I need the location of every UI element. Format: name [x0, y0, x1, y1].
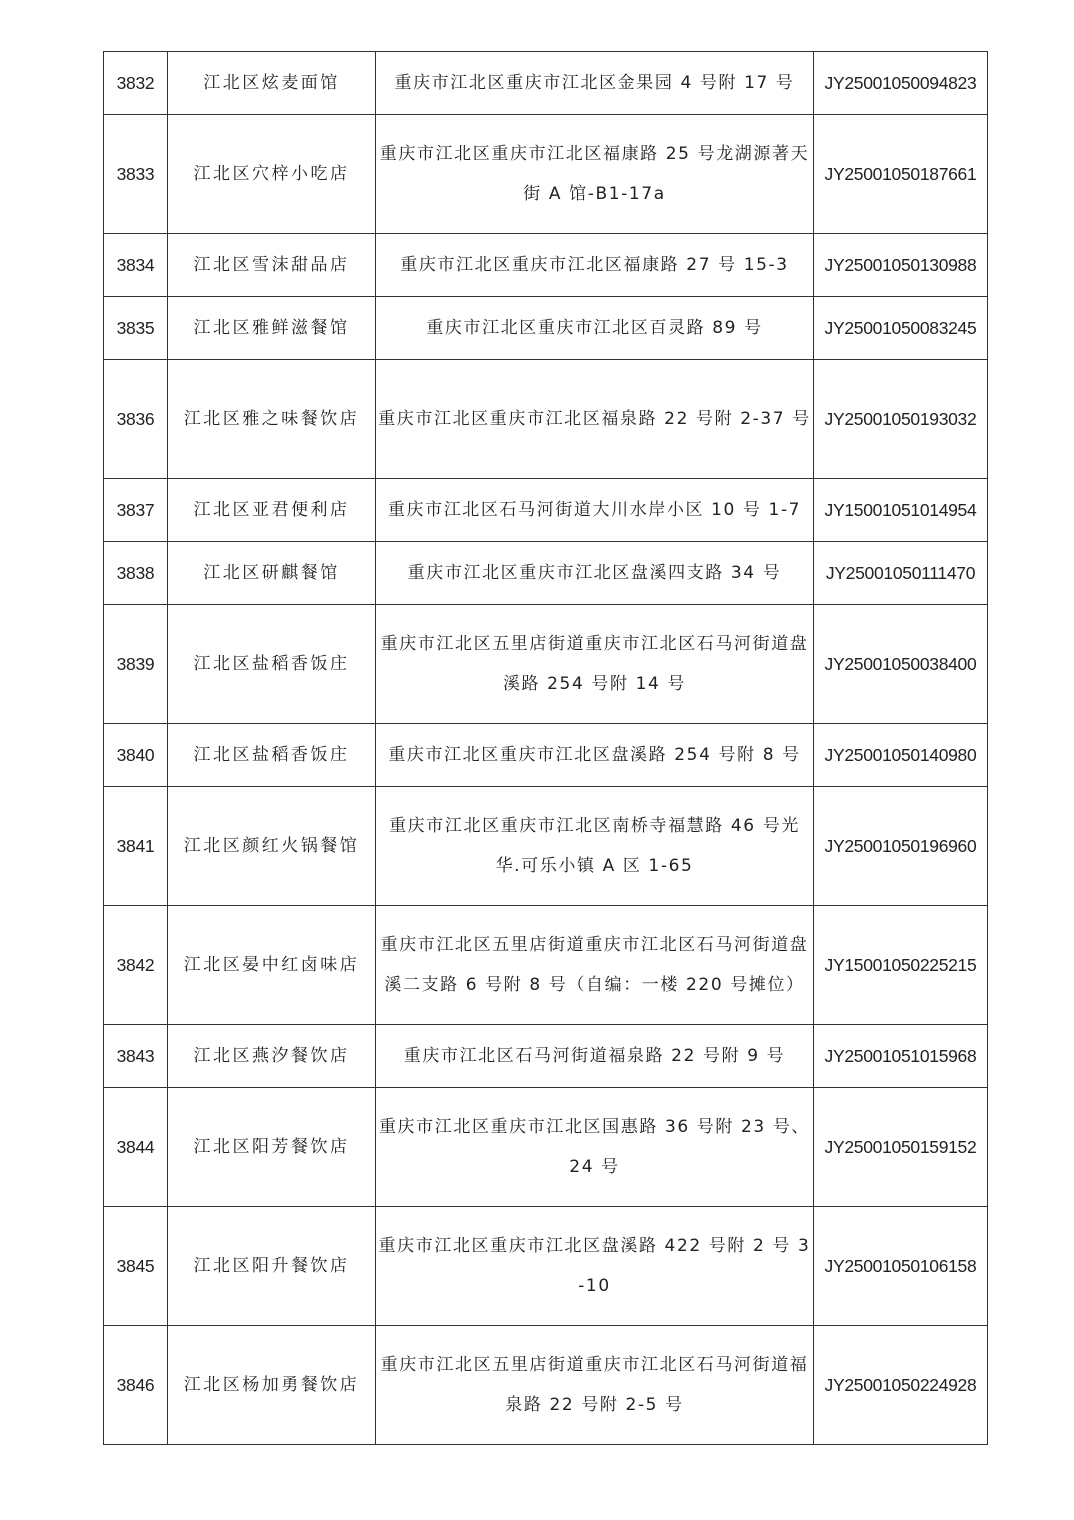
table-row: [104, 906, 988, 1025]
business-address: 重庆市江北区重庆市江北区福泉路 22 号附 2-37 号: [376, 360, 814, 479]
business-address: 重庆市江北区重庆市江北区国惠路 36 号附 23 号、24 号: [376, 1088, 814, 1207]
business-name: 江北区雅之味餐饮店: [168, 360, 376, 479]
license-number: JY25001050111470: [814, 542, 988, 605]
license-number: JY25001050193032: [814, 360, 988, 479]
license-number: JY25001050130988: [814, 234, 988, 297]
license-number: JY25001050038400: [814, 605, 988, 724]
business-address: 重庆市江北区重庆市江北区盘溪路 254 号附 8 号: [376, 724, 814, 787]
table-row: [104, 787, 988, 906]
table-row: [104, 297, 988, 360]
business-address: 重庆市江北区重庆市江北区金果园 4 号附 17 号: [376, 52, 814, 115]
row-number: 3839: [104, 605, 168, 724]
table-row: [104, 1025, 988, 1088]
business-name: 江北区阳升餐饮店: [168, 1207, 376, 1326]
row-number: 3834: [104, 234, 168, 297]
business-address: 重庆市江北区重庆市江北区盘溪路 422 号附 2 号 3-10: [376, 1207, 814, 1326]
business-address: 重庆市江北区石马河街道福泉路 22 号附 9 号: [376, 1025, 814, 1088]
table-row: [104, 1207, 988, 1326]
license-number: JY25001050083245: [814, 297, 988, 360]
business-license-table: [103, 51, 988, 1445]
business-address: 重庆市江北区重庆市江北区福康路 25 号龙湖源著天街 A 馆-B1-17a: [376, 115, 814, 234]
row-number: 3842: [104, 906, 168, 1025]
row-number: 3832: [104, 52, 168, 115]
table-row: [104, 234, 988, 297]
row-number: 3836: [104, 360, 168, 479]
business-address: 重庆市江北区五里店街道重庆市江北区石马河街道盘溪二支路 6 号附 8 号（自编：一楼 220 号摊位）: [376, 906, 814, 1025]
table-row: [104, 605, 988, 724]
business-name: 江北区盐稻香饭庄: [168, 605, 376, 724]
row-number: 3833: [104, 115, 168, 234]
license-number: JY25001050094823: [814, 52, 988, 115]
business-address: 重庆市江北区重庆市江北区南桥寺福慧路 46 号光华.可乐小镇 A 区 1-65: [376, 787, 814, 906]
license-number: JY15001050225215: [814, 906, 988, 1025]
table-row: [104, 724, 988, 787]
row-number: 3835: [104, 297, 168, 360]
license-number: JY25001050187661: [814, 115, 988, 234]
table-row: [104, 360, 988, 479]
business-name: 江北区炫麦面馆: [168, 52, 376, 115]
business-address: 重庆市江北区五里店街道重庆市江北区石马河街道福泉路 22 号附 2-5 号: [376, 1326, 814, 1445]
business-name: 江北区颜红火锅餐馆: [168, 787, 376, 906]
business-address: 重庆市江北区重庆市江北区福康路 27 号 15-3: [376, 234, 814, 297]
business-name: 江北区盐稻香饭庄: [168, 724, 376, 787]
business-name: 江北区燕汐餐饮店: [168, 1025, 376, 1088]
table-row: [104, 1326, 988, 1445]
business-name: 江北区雅鲜滋餐馆: [168, 297, 376, 360]
row-number: 3844: [104, 1088, 168, 1207]
license-number: JY25001050159152: [814, 1088, 988, 1207]
business-address: 重庆市江北区重庆市江北区百灵路 89 号: [376, 297, 814, 360]
business-name: 江北区杨加勇餐饮店: [168, 1326, 376, 1445]
table-row: [104, 1088, 988, 1207]
license-number: JY15001051014954: [814, 479, 988, 542]
license-number: JY25001051015968: [814, 1025, 988, 1088]
row-number: 3838: [104, 542, 168, 605]
business-address: 重庆市江北区石马河街道大川水岸小区 10 号 1-7: [376, 479, 814, 542]
document-page: [103, 51, 987, 1445]
business-name: 江北区亚君便利店: [168, 479, 376, 542]
row-number: 3846: [104, 1326, 168, 1445]
license-number: JY25001050106158: [814, 1207, 988, 1326]
business-name: 江北区雪沫甜品店: [168, 234, 376, 297]
license-number: JY25001050224928: [814, 1326, 988, 1445]
business-address: 重庆市江北区五里店街道重庆市江北区石马河街道盘溪路 254 号附 14 号: [376, 605, 814, 724]
business-name: 江北区晏中红卤味店: [168, 906, 376, 1025]
business-name: 江北区阳芳餐饮店: [168, 1088, 376, 1207]
row-number: 3843: [104, 1025, 168, 1088]
license-number: JY25001050196960: [814, 787, 988, 906]
table-row: [104, 115, 988, 234]
row-number: 3845: [104, 1207, 168, 1326]
license-number: JY25001050140980: [814, 724, 988, 787]
row-number: 3841: [104, 787, 168, 906]
business-name: 江北区穴梓小吃店: [168, 115, 376, 234]
table-row: [104, 479, 988, 542]
business-name: 江北区研麒餐馆: [168, 542, 376, 605]
table-row: [104, 542, 988, 605]
table-row: [104, 52, 988, 115]
row-number: 3840: [104, 724, 168, 787]
business-address: 重庆市江北区重庆市江北区盘溪四支路 34 号: [376, 542, 814, 605]
row-number: 3837: [104, 479, 168, 542]
